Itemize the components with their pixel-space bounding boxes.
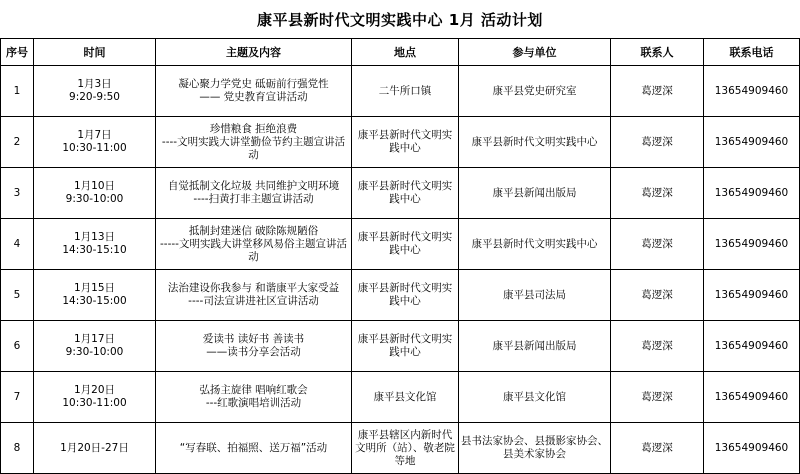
- cell-contact: 葛逻深: [611, 372, 704, 423]
- cell-theme: 法治建设你我参与 和谐康平大家受益 ----司法宣讲进社区宣讲活动: [156, 270, 352, 321]
- cell-theme: 抵制封建迷信 破除陈规陋俗 -----文明实践大讲堂移风易俗主题宣讲活动: [156, 219, 352, 270]
- cell-contact: 葛逻深: [611, 270, 704, 321]
- cell-place: 康平县文化馆: [352, 372, 459, 423]
- cell-unit: 康平县新闻出版局: [459, 168, 611, 219]
- cell-time: 1月3日 9:20-9:50: [34, 66, 156, 117]
- cell-contact: 葛逻深: [611, 66, 704, 117]
- header-theme: 主题及内容: [156, 39, 352, 66]
- cell-contact: 葛逻深: [611, 219, 704, 270]
- cell-no: 8: [1, 423, 34, 474]
- cell-time: 1月20日-27日: [34, 423, 156, 474]
- cell-time: 1月13日 14:30-15:10: [34, 219, 156, 270]
- table-row: [1, 372, 800, 423]
- cell-unit: 康平县新闻出版局: [459, 321, 611, 372]
- cell-place: 康平县新时代文明实践中心: [352, 219, 459, 270]
- header-phone: 联系电话: [704, 39, 800, 66]
- cell-time: 1月20日 10:30-11:00: [34, 372, 156, 423]
- cell-theme: 自觉抵制文化垃圾 共同维护文明环境 ----扫黄打非主题宣讲活动: [156, 168, 352, 219]
- document-title: 康平县新时代文明实践中心 1月 活动计划: [257, 10, 543, 29]
- table-row: [1, 168, 800, 219]
- cell-unit: 康平县新时代文明实践中心: [459, 219, 611, 270]
- cell-contact: 葛逻深: [611, 168, 704, 219]
- cell-no: 5: [1, 270, 34, 321]
- cell-place: 康平县辖区内新时代文明所（站）、敬老院等地: [352, 423, 459, 474]
- header-contact: 联系人: [611, 39, 704, 66]
- cell-unit: 县书法家协会、县摄影家协会、县美术家协会: [459, 423, 611, 474]
- table-row: [1, 270, 800, 321]
- cell-unit: 康平县文化馆: [459, 372, 611, 423]
- table-row: [1, 321, 800, 372]
- cell-no: 1: [1, 66, 34, 117]
- table-row: [1, 66, 800, 117]
- cell-no: 2: [1, 117, 34, 168]
- cell-contact: 葛逻深: [611, 117, 704, 168]
- cell-theme: “写春联、拍福照、送万福”活动: [156, 423, 352, 474]
- cell-no: 7: [1, 372, 34, 423]
- cell-phone: 13654909460: [704, 219, 800, 270]
- cell-unit: 康平县新时代文明实践中心: [459, 117, 611, 168]
- header-time: 时间: [34, 39, 156, 66]
- cell-time: 1月15日 14:30-15:00: [34, 270, 156, 321]
- cell-contact: 葛逻深: [611, 321, 704, 372]
- header-no: 序号: [1, 39, 34, 66]
- cell-phone: 13654909460: [704, 66, 800, 117]
- cell-place: 康平县新时代文明实践中心: [352, 117, 459, 168]
- cell-no: 3: [1, 168, 34, 219]
- header-row: [1, 39, 800, 66]
- cell-place: 康平县新时代文明实践中心: [352, 321, 459, 372]
- cell-no: 6: [1, 321, 34, 372]
- cell-place: 康平县新时代文明实践中心: [352, 168, 459, 219]
- cell-unit: 康平县党史研究室: [459, 66, 611, 117]
- table-row: [1, 423, 800, 474]
- cell-place: 二牛所口镇: [352, 66, 459, 117]
- cell-phone: 13654909460: [704, 270, 800, 321]
- cell-theme: 爱读书 读好书 善读书 ——读书分享会活动: [156, 321, 352, 372]
- header-place: 地点: [352, 39, 459, 66]
- cell-time: 1月10日 9:30-10:00: [34, 168, 156, 219]
- header-unit: 参与单位: [459, 39, 611, 66]
- cell-unit: 康平县司法局: [459, 270, 611, 321]
- cell-phone: 13654909460: [704, 423, 800, 474]
- cell-time: 1月17日 9:30-10:00: [34, 321, 156, 372]
- cell-place: 康平县新时代文明实践中心: [352, 270, 459, 321]
- cell-time: 1月7日 10:30-11:00: [34, 117, 156, 168]
- table-row: [1, 219, 800, 270]
- cell-no: 4: [1, 219, 34, 270]
- cell-contact: 葛逻深: [611, 423, 704, 474]
- cell-theme: 弘扬主旋律 唱响红歌会 ---红歌演唱培训活动: [156, 372, 352, 423]
- cell-theme: 珍惜粮食 拒绝浪费 ----文明实践大讲堂勤俭节约主题宣讲活动: [156, 117, 352, 168]
- activity-plan-table: [0, 38, 800, 474]
- cell-phone: 13654909460: [704, 117, 800, 168]
- cell-theme: 凝心聚力学党史 砥砺前行强党性 —— 党史教育宣讲活动: [156, 66, 352, 117]
- cell-phone: 13654909460: [704, 372, 800, 423]
- cell-phone: 13654909460: [704, 168, 800, 219]
- cell-phone: 13654909460: [704, 321, 800, 372]
- table-row: [1, 117, 800, 168]
